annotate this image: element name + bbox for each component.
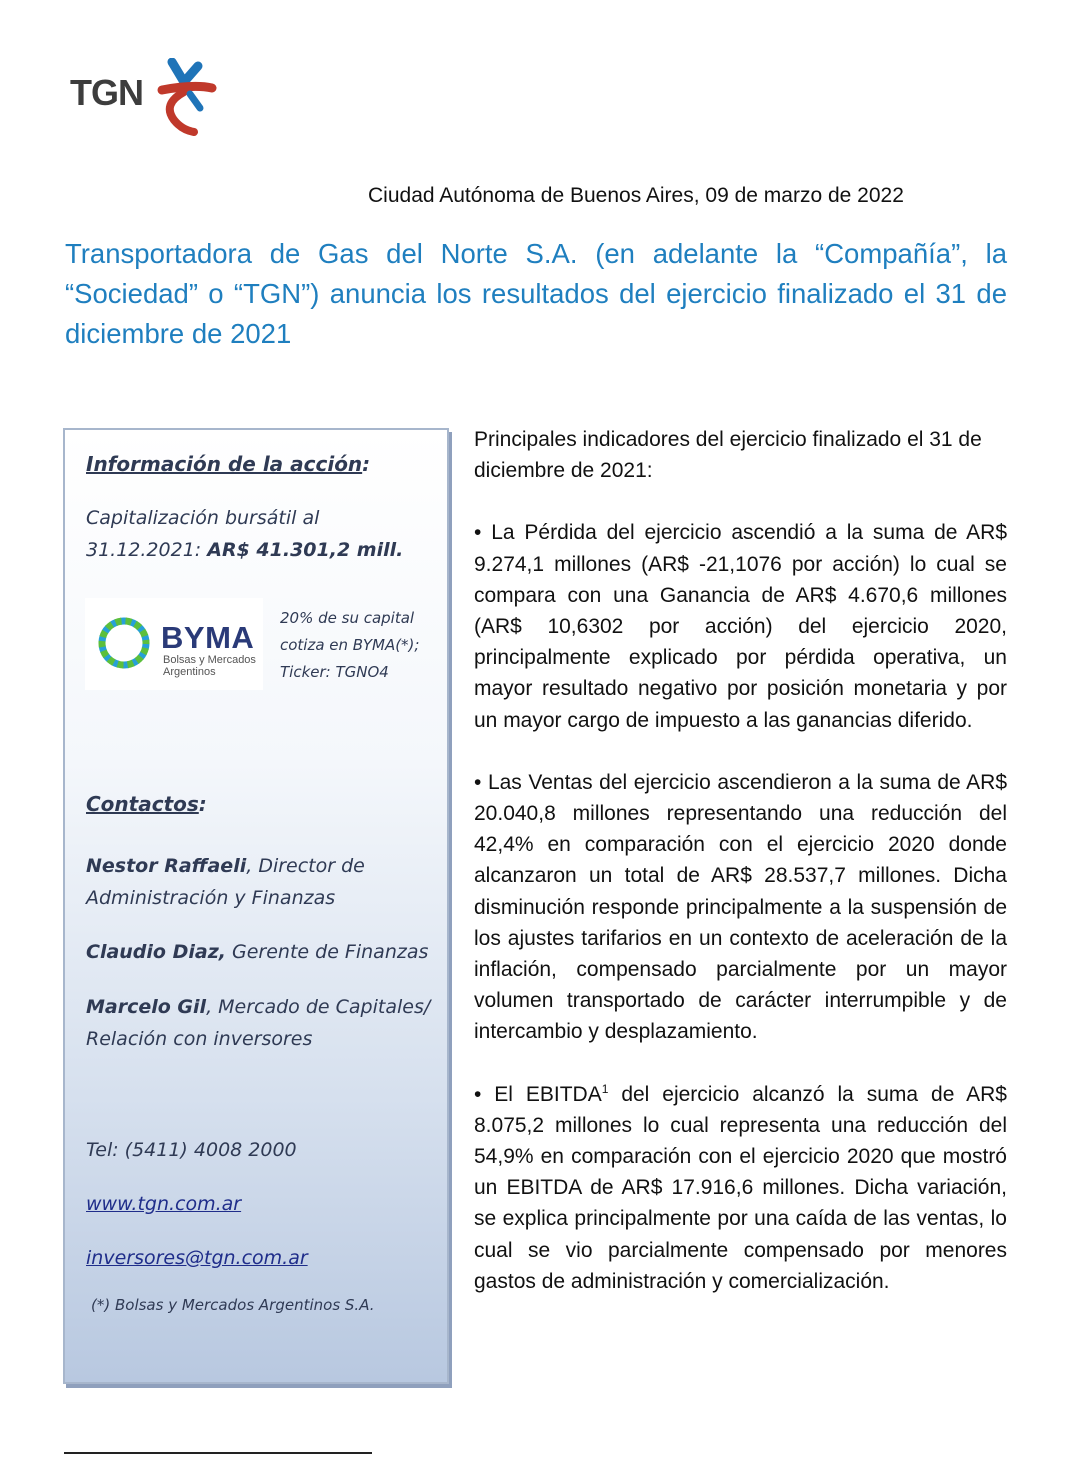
share-info-sidebar bbox=[63, 428, 449, 1384]
contact-item: Nestor Raffaeli, Director de Administración y Finanzas bbox=[86, 855, 365, 909]
footnote-ref: 1 bbox=[601, 1081, 609, 1096]
market-cap-value: AR$ 41.301,2 mill. bbox=[207, 539, 404, 561]
company-logo bbox=[70, 60, 230, 140]
bullet-paragraph-net-loss: • La Pérdida del ejercicio ascendió a la suma de AR$ 9.274,1 millones (AR$ -21,1076 por acción) lo cual se compara con una Ganancia de AR$ 4.670,6 millones (AR$ 10,6302 por acción) del ejercicio 2020, principalmente explicado por pérdida operativa, un mayor resultado negativo por posición monetaria y por un mayor cargo de impuesto a las ganancias diferido. bbox=[474, 521, 1007, 732]
byma-footnote: (*) Bolsas y Mercados Argentinos S.A. bbox=[91, 1296, 375, 1314]
headline: Transportadora de Gas del Norte S.A. (en adelante la “Compañía”, la “Sociedad” o “TGN”) anuncia los resultados del ejercicio finalizado el 31 de diciembre de 2021 bbox=[65, 238, 1007, 349]
dateline: Ciudad Autónoma de Buenos Aires, 09 de marzo de 2022 bbox=[368, 184, 904, 207]
logo-wordmark: TGN bbox=[70, 72, 143, 113]
byma-note: 20% de su capital cotiza en BYMA(*); Ticker: TGNO4 bbox=[280, 609, 420, 681]
main-column bbox=[474, 424, 1007, 1328]
website-link[interactable]: www.tgn.com.ar bbox=[86, 1193, 242, 1215]
logo-mark-icon bbox=[154, 58, 218, 138]
share-info-heading: Información de la acción: bbox=[86, 452, 371, 476]
byma-subtitle: Bolsas y Mercados Argentinos bbox=[163, 654, 256, 678]
contact-phone: Tel: (5411) 4008 2000 bbox=[86, 1139, 297, 1161]
market-cap: Capitalización bursátil al 31.12.2021: AR$ 41.301,2 mill. bbox=[86, 507, 404, 561]
intro-text: Principales indicadores del ejercicio finalizado el 31 de diciembre de 2021: bbox=[474, 428, 982, 483]
byma-ring-icon bbox=[93, 612, 155, 674]
byma-logo bbox=[85, 598, 263, 690]
byma-word: BYMA bbox=[161, 620, 255, 655]
email-link-row bbox=[86, 1242, 431, 1274]
contact-item: Claudio Diaz, Gerente de Finanzas bbox=[86, 941, 429, 963]
footnote-divider bbox=[64, 1452, 372, 1454]
bullet-paragraph-sales: • Las Ventas del ejercicio ascendieron a la suma de AR$ 20.040,8 millones representando una reducción del 42,4% en comparación con el ejercicio 2020 donde alcanzaron un total de AR$ 28.537,7 millones. Dicha disminución responde principalmente a la suspensión de los ajustes tarifarios en un contexto de aceleración de la inflación, compensado parcialmente por un mayor volumen transportado de carácter interrumpible y de intercambio y desplazamiento. bbox=[474, 770, 1007, 1044]
contacts-heading: Contactos: bbox=[86, 792, 207, 816]
bullet-paragraph-ebitda: • El EBITDA$^1$ del ejercicio alcanzó la suma de AR$ 8.075,2 millones lo cual representa una reducción del 54,9% en comparación con el ejercicio 2020 que mostró un EBITDA de AR$ 17.916,6 millones. Dicha variación, se explica principalmente por una caída de las ventas, lo cual se vio parcialmente compensado por menores gastos de administración y comercialización. bbox=[474, 1081, 1007, 1293]
contact-item: Marcelo Gil, Mercado de Capitales/ Relación con inversores bbox=[86, 996, 431, 1050]
email-link[interactable]: inversores@tgn.com.ar bbox=[86, 1247, 308, 1269]
website-link-row bbox=[86, 1188, 431, 1220]
